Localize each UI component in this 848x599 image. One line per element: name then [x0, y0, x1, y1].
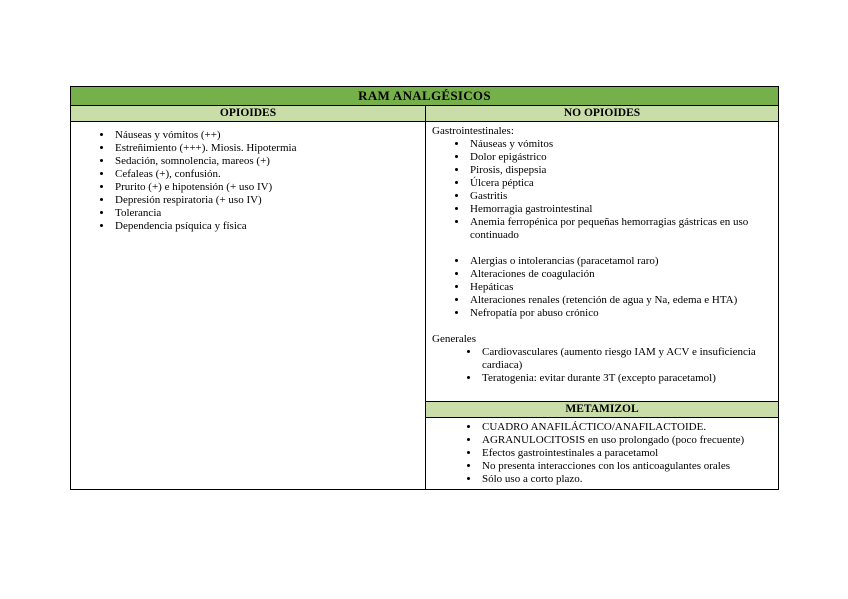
list-item: • Hepáticas — [468, 281, 773, 294]
list-item: • Teratogenia: evitar durante 3T (excepto paracetamol) — [480, 372, 773, 385]
list-item: • Náuseas y vómitos — [468, 138, 773, 151]
metamizol-cell — [426, 418, 779, 490]
table-title: RAM ANALGÉSICOS — [71, 87, 779, 106]
list-item: • CUADRO ANAFILÁCTICO/ANAFILACTOIDE. — [480, 421, 773, 434]
list-item: • Pirosis, dispepsia — [468, 164, 773, 177]
generales-label: Generales — [432, 333, 476, 345]
metamizol-header: METAMIZOL — [426, 402, 779, 418]
list-item: • Prurito (+) e hipotensión (+ uso IV) — [113, 181, 420, 194]
list-item: • Cardiovasculares (aumento riesgo IAM y ACV e insuficiencia cardiaca) — [480, 346, 773, 372]
list-item: • No presenta interacciones con los anticoagulantes orales — [480, 460, 773, 473]
no-opioides-cell — [426, 122, 779, 402]
metamizol-list — [428, 421, 773, 486]
list-item: • Úlcera péptica — [468, 177, 773, 190]
list-item: • Sólo uso a corto plazo. — [480, 473, 773, 486]
list-item: • Náuseas y vómitos (++) — [113, 129, 420, 142]
list-item: • Estreñimiento (+++). Miosis. Hipotermia — [113, 142, 420, 155]
section-spacer — [428, 320, 773, 333]
list-item: • Gastritis — [468, 190, 773, 203]
list-item: • Anemia ferropénica por pequeñas hemorragias gástricas en uso continuado — [468, 216, 773, 242]
opioides-cell — [71, 122, 426, 490]
list-item: • Hemorragia gastrointestinal — [468, 203, 773, 216]
ram-analgesicos-table — [70, 86, 779, 490]
gastrointestinales-list — [428, 138, 773, 242]
generales-list — [428, 346, 773, 385]
list-item: • Tolerancia — [113, 207, 420, 220]
opioides-list — [73, 129, 420, 233]
no-opioides-column-header: NO OPIOIDES — [426, 106, 779, 122]
list-item: • Alergias o intolerancias (paracetamol raro) — [468, 255, 773, 268]
list-item: • Depresión respiratoria (+ uso IV) — [113, 194, 420, 207]
list-item: • Dolor epigástrico — [468, 151, 773, 164]
list-item: • Alteraciones renales (retención de agua y Na, edema e HTA) — [468, 294, 773, 307]
list-item: • Dependencia psíquica y física — [113, 220, 420, 233]
opioides-column-header: OPIOIDES — [71, 106, 426, 122]
otras-reacciones-list — [428, 255, 773, 320]
section-spacer — [428, 242, 773, 255]
list-item: • Efectos gastrointestinales a paracetamol — [480, 447, 773, 460]
gastrointestinales-label: Gastrointestinales: — [432, 125, 514, 137]
list-item: • Cefaleas (+), confusión. — [113, 168, 420, 181]
list-item: • Nefropatía por abuso crónico — [468, 307, 773, 320]
list-item: • Sedación, somnolencia, mareos (+) — [113, 155, 420, 168]
list-item: • AGRANULOCITOSIS en uso prolongado (poco frecuente) — [480, 434, 773, 447]
list-item: • Alteraciones de coagulación — [468, 268, 773, 281]
